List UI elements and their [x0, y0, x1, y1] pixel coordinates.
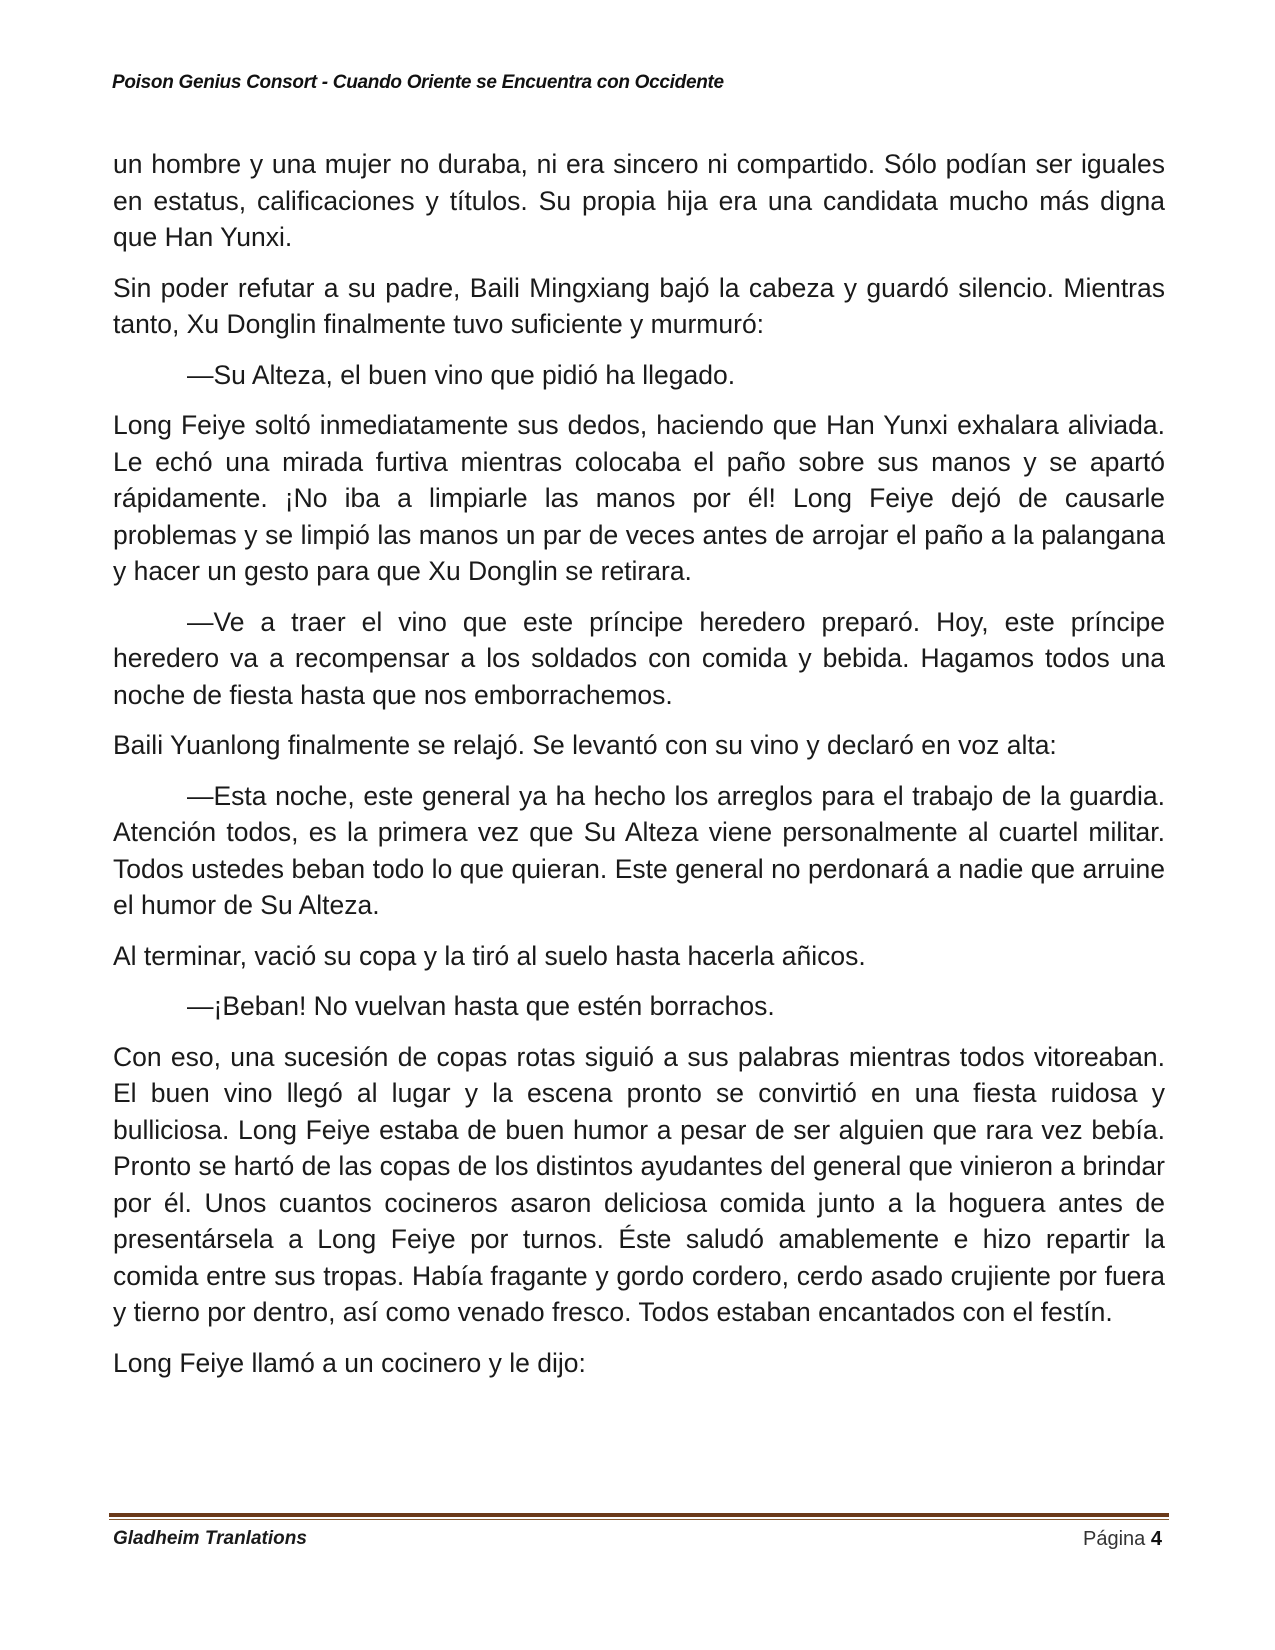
paragraph: un hombre y una mujer no duraba, ni era sincero ni compartido. Sólo podían ser iguales en estatus, calificaciones y títulos. Su propia hija era una candidata mucho más digna que Han Yunxi.	[113, 149, 1165, 252]
paragraph: Al terminar, vació su copa y la tiró al suelo hasta hacerla añicos.	[113, 940, 866, 971]
footer-publisher: Gladheim Tranlations	[113, 1528, 307, 1549]
footer-divider-thin	[109, 1519, 1169, 1520]
page-label: Página	[1083, 1528, 1146, 1550]
dialogue-paragraph: —Ve a traer el vino que este príncipe heredero preparó. Hoy, este príncipe heredero va a recompensar a los soldados con comida y bebida. Hagamos todos una noche de fiesta hasta que nos emborrachemos.	[113, 606, 1165, 710]
page-number: 4	[1150, 1528, 1162, 1550]
paragraph: Sin poder refutar a su padre, Baili Mingxiang bajó la cabeza y guardó silencio. Mientras tanto, Xu Donglin finalmente tuvo suficiente y murmuró:	[113, 272, 1165, 339]
footer-divider	[109, 1513, 1169, 1517]
paragraph: Long Feiye llamó a un cocinero y le dijo:	[113, 1347, 586, 1378]
running-header: Poison Genius Consort - Cuando Oriente se Encuentra con Occidente	[112, 72, 724, 93]
paragraph: Con eso, una sucesión de copas rotas siguió a sus palabras mientras todos vitoreaban. El buen vino llegó al lugar y la escena pronto se convirtió en una fiesta ruidosa y bulliciosa. Long Feiye estaba de buen humor a pesar de ser alguien que rara vez bebía. Pronto se hartó de las copas de los distintos ayudantes del general que vinieron a brindar por él. Unos cuantos cocineros asaron deliciosa comida junto a la hoguera antes de presentársela a Long Feiye por turnos. Éste saludó amablemente e hizo repartir la comida entre sus tropas. Había fragante y gordo cordero, cerdo asado crujiente por fuera y tierno por dentro, así como venado fresco. Todos estaban encantados con el festín.	[113, 1041, 1165, 1327]
dialogue-paragraph: —Esta noche, este general ya ha hecho los arreglos para el trabajo de la guardia. Atención todos, es la primera vez que Su Alteza viene personalmente al cuartel militar. Todos ustedes beban todo lo que quieran. Este general no perdonará a nadie que arruine el humor de Su Alteza.	[113, 780, 1165, 920]
paragraph: Long Feiye soltó inmediatamente sus dedos, haciendo que Han Yunxi exhalara aliviada. Le echó una mirada furtiva mientras colocaba el paño sobre sus manos y se apartó rápidamente. ¡No iba a limpiarle las manos por él! Long Feiye dejó de causarle problemas y se limpió las manos un par de veces antes de arrojar el paño a la palangana y hacer un gesto para que Xu Donglin se retirara.	[113, 410, 1165, 586]
page-body	[113, 146, 1165, 1395]
dialogue-paragraph: —¡Beban! No vuelvan hasta que estén borrachos.	[187, 991, 775, 1021]
footer-page-indicator	[1083, 1528, 1162, 1551]
paragraph: Baili Yuanlong finalmente se relajó. Se levantó con su vino y declaró en voz alta:	[113, 730, 1057, 760]
dialogue-paragraph: —Su Alteza, el buen vino que pidió ha llegado.	[187, 359, 736, 390]
